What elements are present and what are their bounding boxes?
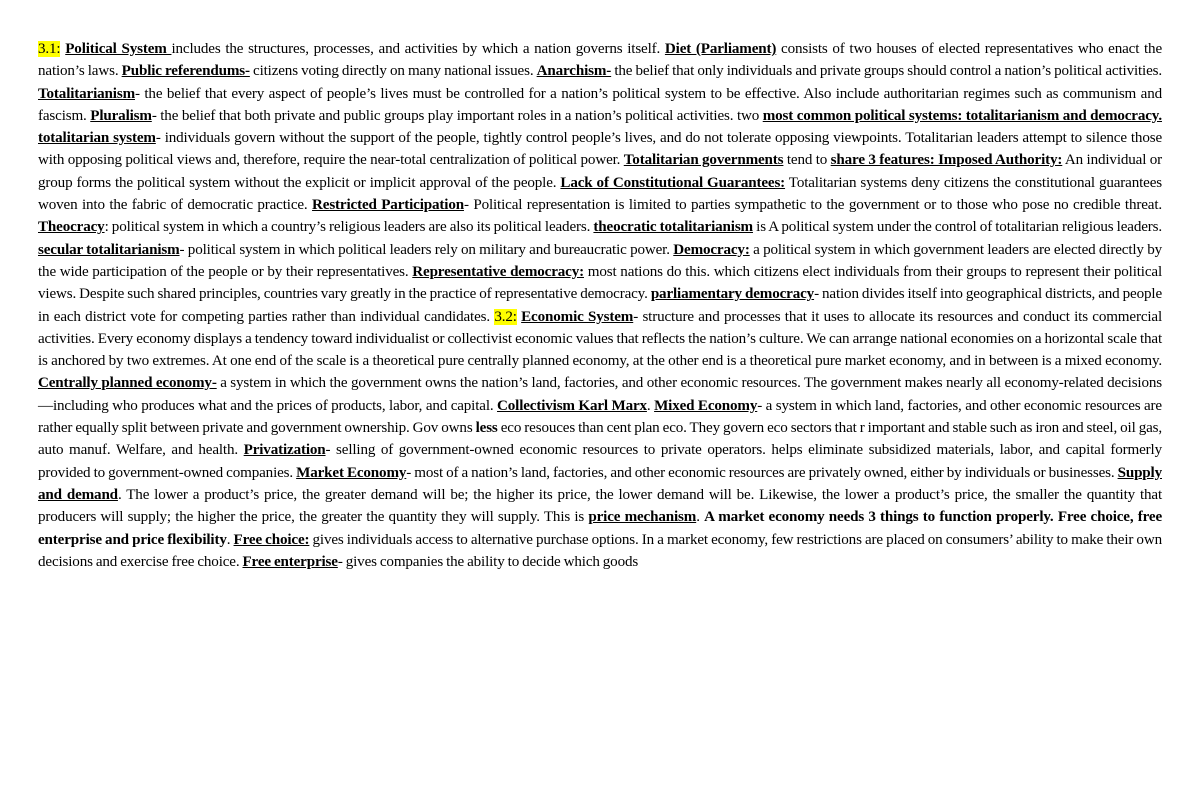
body-text: . The lower a product’s price, the greater demand will be; the higher its price, the lower demand will be. Likewise, the lower a product’s price, the smaller the quantity that producers will supply; the higher the price, the greater the quantity they will supply. This is: [38, 486, 1162, 526]
body-text: - political system in which political leaders rely on military and bureaucratic power.: [179, 241, 674, 258]
body-text: tend to: [783, 152, 831, 169]
body-text: - structure and processes that it uses to allocate its resources and conduct its commercial activities. Every economy displays a tendency toward individualist or collectivist economic values that reflects the nation’s culture. We can arrange national economies on a horizontal scale that is anchored by two extremes. At one end of the scale is a theoretical pure centrally planned economy, at the other end is a theoretical pure market economy, and in between is a mixed economy.: [38, 308, 1163, 370]
key-term: Totalitarian governments: [623, 152, 784, 169]
key-term: parliamentary democracy: [650, 286, 815, 303]
key-term: Lack of Constitutional Guarantees:: [560, 174, 786, 191]
key-term: Democracy:: [673, 241, 750, 258]
section-number: 3.2:: [494, 308, 517, 325]
body-text: .: [696, 509, 705, 526]
bold-text: less: [475, 420, 498, 437]
key-term: Free choice:: [233, 531, 310, 548]
body-text: citizens voting directly on many national issues.: [249, 63, 537, 80]
body-text: the belief that only individuals and private groups should control a nation’s political activities.: [611, 63, 1162, 80]
body-text: includes the structures, processes, and activities by which a nation governs itself.: [171, 41, 665, 57]
body-text: - individuals govern without the support of the people, tightly control people’s lives, and do not tolerate opposing viewpoints. Totalitarian leaders attempt to silence those with opposing political views and, therefore, require the near-total centralization of political power.: [38, 130, 1163, 169]
body-text: gives individuals access to alternative purchase options. In a market economy, few restrictions are placed on consumers’ ability to make their own decisions and exercise free choice.: [38, 531, 1162, 570]
bold-text: A market economy needs 3 things to function properly. Free choice, free enterprise and price flexibility: [38, 509, 1162, 548]
body-text: - the belief that both private and public groups play important roles in a nation’s political activities. two: [151, 107, 763, 124]
key-term: share 3 features: Imposed Authority:: [830, 152, 1063, 169]
key-term: most common political systems: totalitarianism and democracy. totalitarian system: [38, 107, 1162, 147]
key-term: price mechanism: [588, 509, 697, 526]
key-term: Pluralism: [90, 107, 152, 124]
body-text: - most of a nation’s land, factories, and other economic resources are privately owned, either by individuals or businesses.: [406, 464, 1118, 481]
key-term: theocratic totalitarianism: [593, 219, 753, 236]
body-text: a political system in which government leaders are elected directly by the wide participation of the people or by their representatives.: [38, 241, 1163, 280]
key-term: Diet (Parliament): [664, 41, 777, 57]
key-term: Anarchism-: [536, 63, 612, 80]
key-term: Theocracy: [38, 219, 105, 236]
section-number: 3.1:: [38, 41, 61, 57]
body-text: - selling of government-owned economic resources to private operators. helps eliminate subsidized materials, labor, and capital formerly provided to government-owned companies.: [38, 442, 1162, 481]
body-text: : political system in which a country’s religious leaders are also its political leaders.: [104, 219, 594, 236]
body-text: consists of two houses of elected representatives who enact the nation’s laws.: [38, 41, 1162, 80]
body-text: .: [646, 397, 655, 414]
body-text: - a system in which land, factories, and other economic resources are rather equally split between private and government ownership. Gov owns: [38, 397, 1162, 437]
body-text: An individual or group forms the political system without the explicit or implicit approval of the people.: [38, 152, 1163, 191]
body-text: - gives companies the ability to decide which goods: [337, 553, 639, 570]
key-term: Public referendums-: [121, 63, 250, 80]
key-term: Restricted Participation: [312, 197, 464, 214]
body-text: .: [226, 531, 234, 548]
key-term: Political System: [65, 41, 172, 57]
body-text: - Political representation is limited to parties sympathetic to the government or to those who pose no credible threat.: [463, 197, 1162, 214]
key-term: Free enterprise: [242, 553, 338, 570]
key-term: secular totalitarianism: [38, 241, 180, 258]
key-term: Market Economy: [296, 464, 407, 481]
body-text: - the belief that every aspect of people’s lives must be controlled for a nation’s political system to be effective. Also include authoritarian regimes such as communism and fascism.: [38, 85, 1162, 124]
key-term: Economic System: [521, 308, 634, 325]
key-term: Mixed Economy: [654, 397, 758, 414]
body-text: - nation divides itself into geographical districts, and people in each district vote for competing parties rather than individual candidates.: [38, 286, 1162, 325]
key-term: Supply and demand: [38, 464, 1162, 503]
body-text: most nations do this. which citizens elect individuals from their groups to represent their political views. Despite such shared principles, countries vary greatly in the practice of representative democracy.: [38, 263, 1162, 303]
key-term: Representative democracy:: [412, 263, 584, 280]
body-text: eco resouces than cent plan eco. They govern eco sectors that r important and stable such as iron and steel, oil gas, auto manuf. Welfare, and health.: [38, 420, 1162, 459]
key-term: Totalitarianism: [38, 85, 135, 102]
key-term: Centrally planned economy-: [38, 375, 217, 392]
document-page: [38, 38, 1162, 573]
body-text: is A political system under the control of totalitarian religious leaders.: [752, 219, 1162, 236]
key-term: Privatization: [243, 442, 326, 459]
key-term: Collectivism Karl Marx: [497, 397, 647, 414]
body-text: Totalitarian systems deny citizens the constitutional guarantees woven into the fabric of democratic practice.: [38, 174, 1162, 214]
body-text: a system in which the government owns the nation’s land, factories, and other economic resources. The government makes nearly all economy-related decisions—including who produces what and the prices of products, labor, and capital.: [38, 375, 1162, 414]
document-paragraph: [38, 38, 1162, 573]
